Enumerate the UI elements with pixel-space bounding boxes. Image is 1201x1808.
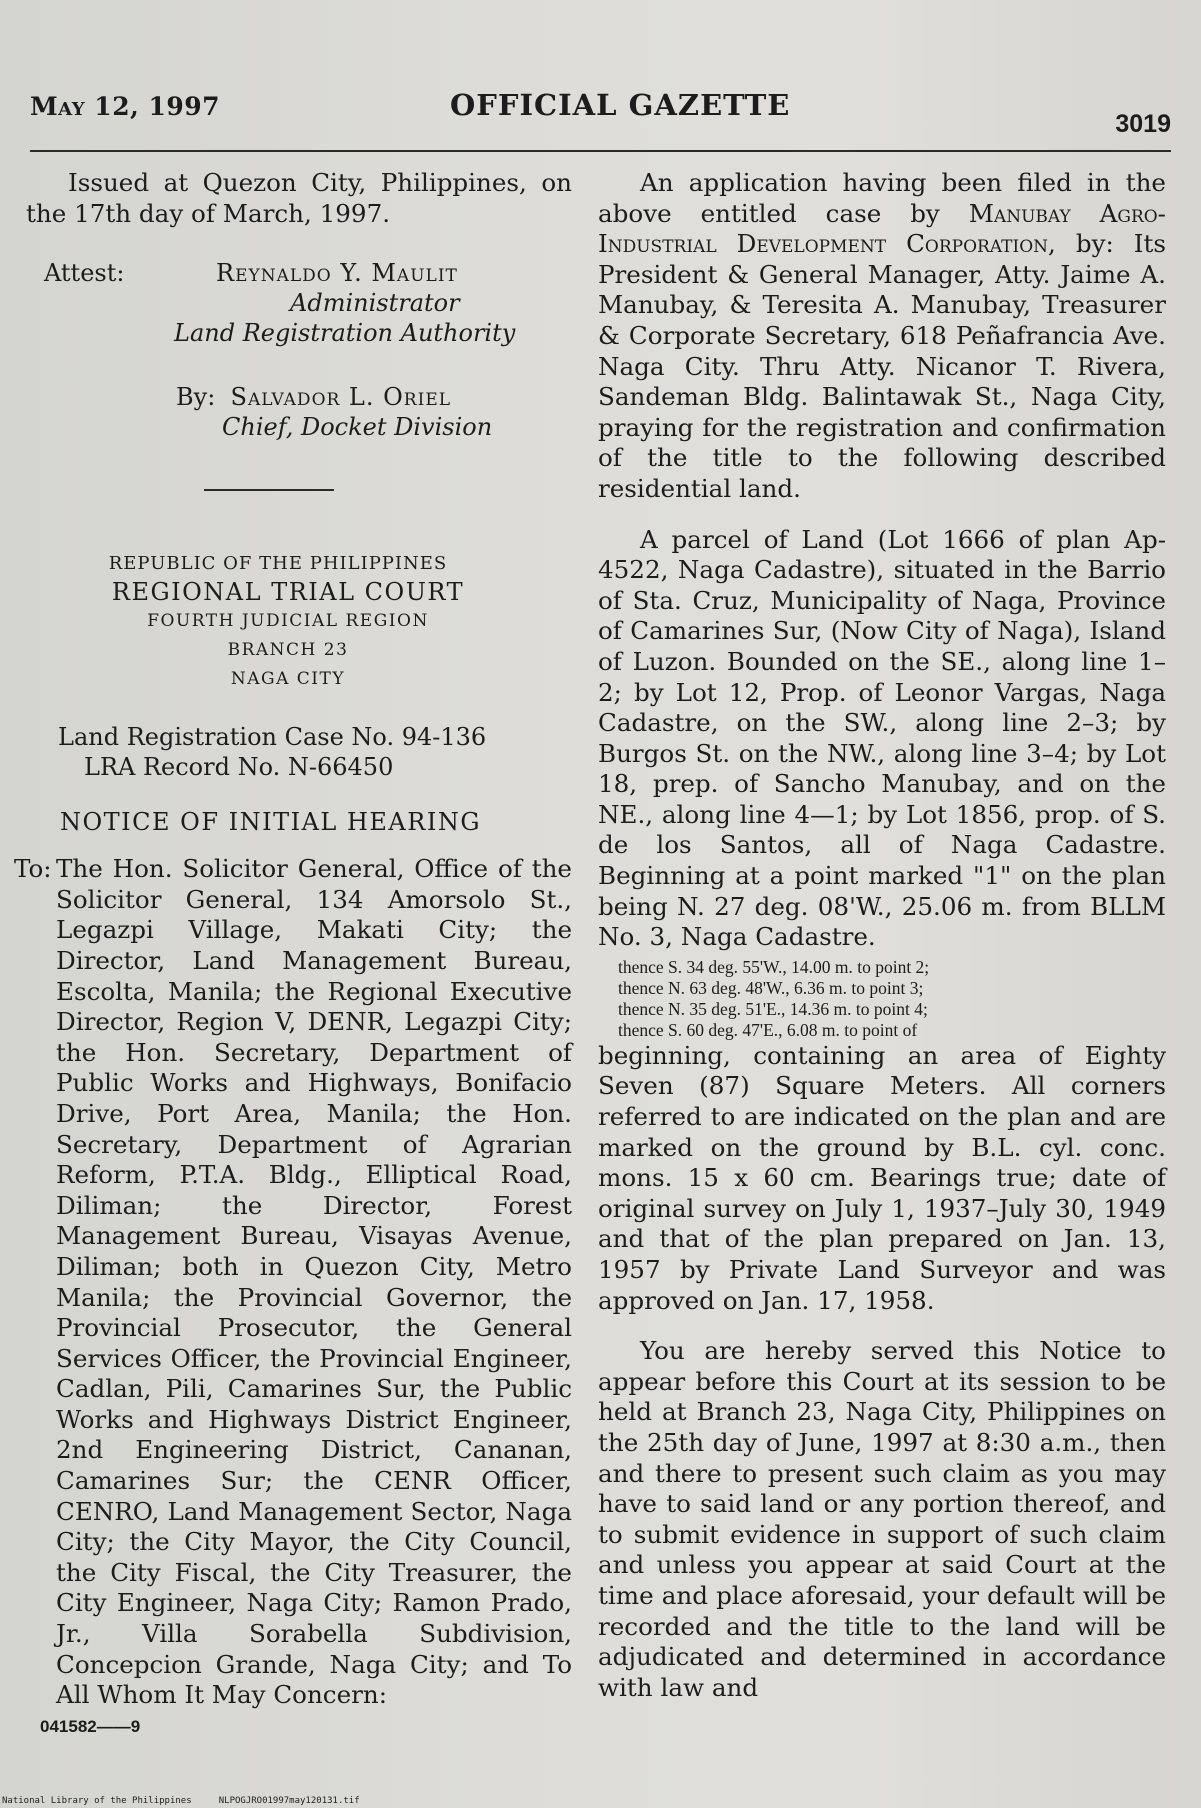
court-line-1: REPUBLIC OF THE PHILIPPINES bbox=[108, 553, 448, 575]
bearing-line: thence S. 34 deg. 55'W., 14.00 m. to point 2; bbox=[618, 956, 930, 977]
bearing-line: thence N. 35 deg. 51'E., 14.36 m. to point 4; bbox=[618, 998, 928, 1019]
left-column bbox=[14, 168, 572, 1737]
notice-title: NOTICE OF INITIAL HEARING bbox=[60, 808, 481, 837]
court-line-2: REGIONAL TRIAL COURT bbox=[111, 578, 465, 607]
attest-title-2: Land Registration Authority bbox=[174, 319, 516, 348]
print-code: 041582——9 bbox=[40, 1716, 141, 1736]
case-number: Land Registration Case No. 94-136 bbox=[58, 723, 487, 752]
lra-record-number: LRA Record No. N-66450 bbox=[84, 753, 394, 782]
by-title: Chief, Docket Division bbox=[222, 413, 493, 442]
addressees-text: The Hon. Solicitor General, Office of the Solicitor General, 134 Amorsolo St., Legazpi Village, Makati City; the Director, Land Management Bureau, Escolta, Manila; the Regional Executive Director, Region V, DENR, Legazpi City; the Hon. Secretary, Department of Public Works and Highways, Bonifacio Drive, Port Area, Manila; the Hon. Secretary, Department of Agrarian Reform, P.T.A. Bldg., Elliptical Road, Diliman; the Director, Forest Management Bureau, Visayas Avenue, Diliman; both in Quezon City, Metro Manila; the Provincial Governor, the Provincial Prosecutor, the General Services Officer, the Provincial Engineer, Cadlan, Pili, Camarines Sur, the Public Works and Highways District Engineer, 2nd Engineering District, Cananan, Camarines Sur; the CENR Officer, CENRO, Land Management Sector, Naga City; the City Mayor, the City Council, the City Fiscal, the City Treasurer, the City Engineer, Naga City; Ramon Prado, Jr., Villa Sorabella Subdivision, Concepcion Grande, Naga City; and To All Whom It May Concern: bbox=[56, 854, 572, 1710]
attest-label: Attest: bbox=[44, 259, 125, 288]
bearing-line: thence S. 60 deg. 47'E., 6.08 m. to point of bbox=[618, 1019, 918, 1040]
page-number: 3019 bbox=[1115, 110, 1171, 138]
right-column bbox=[598, 168, 1166, 1703]
attest-block bbox=[26, 259, 572, 369]
land-description-paragraph: A parcel of Land (Lot 1666 of plan Ap-4522, Naga Cadastre), situated in the Barrio of Sta. Cruz, Municipality of Naga, Province of Camarines Sur, (Now City of Naga), Island of Luzon. Bounded on the SE., along line 1–2; by Lot 12, Prop. of Leonor Vargas, Naga Cadastre, on the SW., along line 2–3; by Burgos St. on the NW., along line 3–4; by Lot 18, prep. of Sancho Manubay, and on the NE., along line 4—1; by Lot 1856, prop. of S. de los Santos, all of Naga Cadastre. Beginning at a point marked "1" on the plan being N. 27 deg. 08'W., 25.06 m. from BLLM No. 3, Naga Cadastre. bbox=[598, 524, 1166, 952]
page-header bbox=[30, 88, 1171, 148]
case-numbers bbox=[58, 722, 572, 782]
attest-title-1: Administrator bbox=[290, 289, 460, 318]
header-date: May 12, 1997 bbox=[30, 92, 221, 121]
scan-source-note: National Library of the Philippines NLPOGJRO01997may120131.tif bbox=[2, 1796, 360, 1806]
court-line-5: NAGA CITY bbox=[230, 669, 346, 690]
application-paragraph bbox=[598, 168, 1166, 505]
by-label: By: bbox=[176, 383, 216, 412]
header-title: OFFICIAL GAZETTE bbox=[450, 88, 791, 122]
corporation-name: Manubay Agro-Industrial Development Corporation bbox=[598, 198, 1166, 259]
bearing-line: thence N. 63 deg. 48'W., 6.36 m. to point 3; bbox=[618, 977, 924, 998]
court-heading bbox=[26, 549, 572, 694]
court-line-4: BRANCH 23 bbox=[227, 640, 349, 661]
by-name: Salvador L. Oriel bbox=[230, 383, 452, 412]
by-line bbox=[176, 383, 451, 411]
attest-name: Reynaldo Y. Maulit bbox=[216, 259, 458, 288]
summons-paragraph: You are hereby served this Notice to appear before this Court at its session to be held at Branch 23, Naga City, Philippines on the 25th day of June, 1997 at 8:30 a.m., then and there to present such claim as you may have to said land or any portion thereof, and to submit evidence in support of such claim and unless you appear at said Court at the time and place aforesaid, your default will be recorded and the title to the land will be adjudicated and determined in accordance with law and bbox=[598, 1336, 1166, 1702]
court-line-3: FOURTH JUDICIAL REGION bbox=[147, 611, 429, 632]
by-block bbox=[26, 383, 572, 459]
section-divider bbox=[204, 489, 334, 491]
bearings-list bbox=[598, 957, 1166, 1041]
area-paragraph: beginning, containing an area of Eighty Seven (87) Square Meters. All corners referred to are indicated on the plan and are marked on the ground by B.L. cyl. conc. mons. 15 x 60 cm. Bearings true; date of original survey on July 1, 1937–July 30, 1949 and that of the plan prepared on Jan. 13, 1957 by Private Land Surveyor and was approved on Jan. 17, 1958. bbox=[598, 1040, 1166, 1315]
to-label: To: bbox=[14, 854, 52, 884]
application-text-b: , by: Its President & General Manager, Atty. Jaime A. Manubay, & Teresita A. Manubay, Treasurer & Corporate Secretary, 618 Peñafrancia Ave. Naga City. Thru Atty. Nicanor T. Rivera, Sandeman Bldg. Balintawak St., Naga City, praying for the registration and confirmation of the title to the following described residential land. bbox=[598, 229, 1166, 503]
application-text-a: An application having been filed in the above entitled case by bbox=[598, 168, 1166, 228]
issued-text: Issued at Quezon City, Philippines, on the 17th day of March, 1997. bbox=[26, 168, 572, 228]
addressees-block bbox=[14, 854, 572, 1711]
header-rule bbox=[30, 150, 1171, 152]
